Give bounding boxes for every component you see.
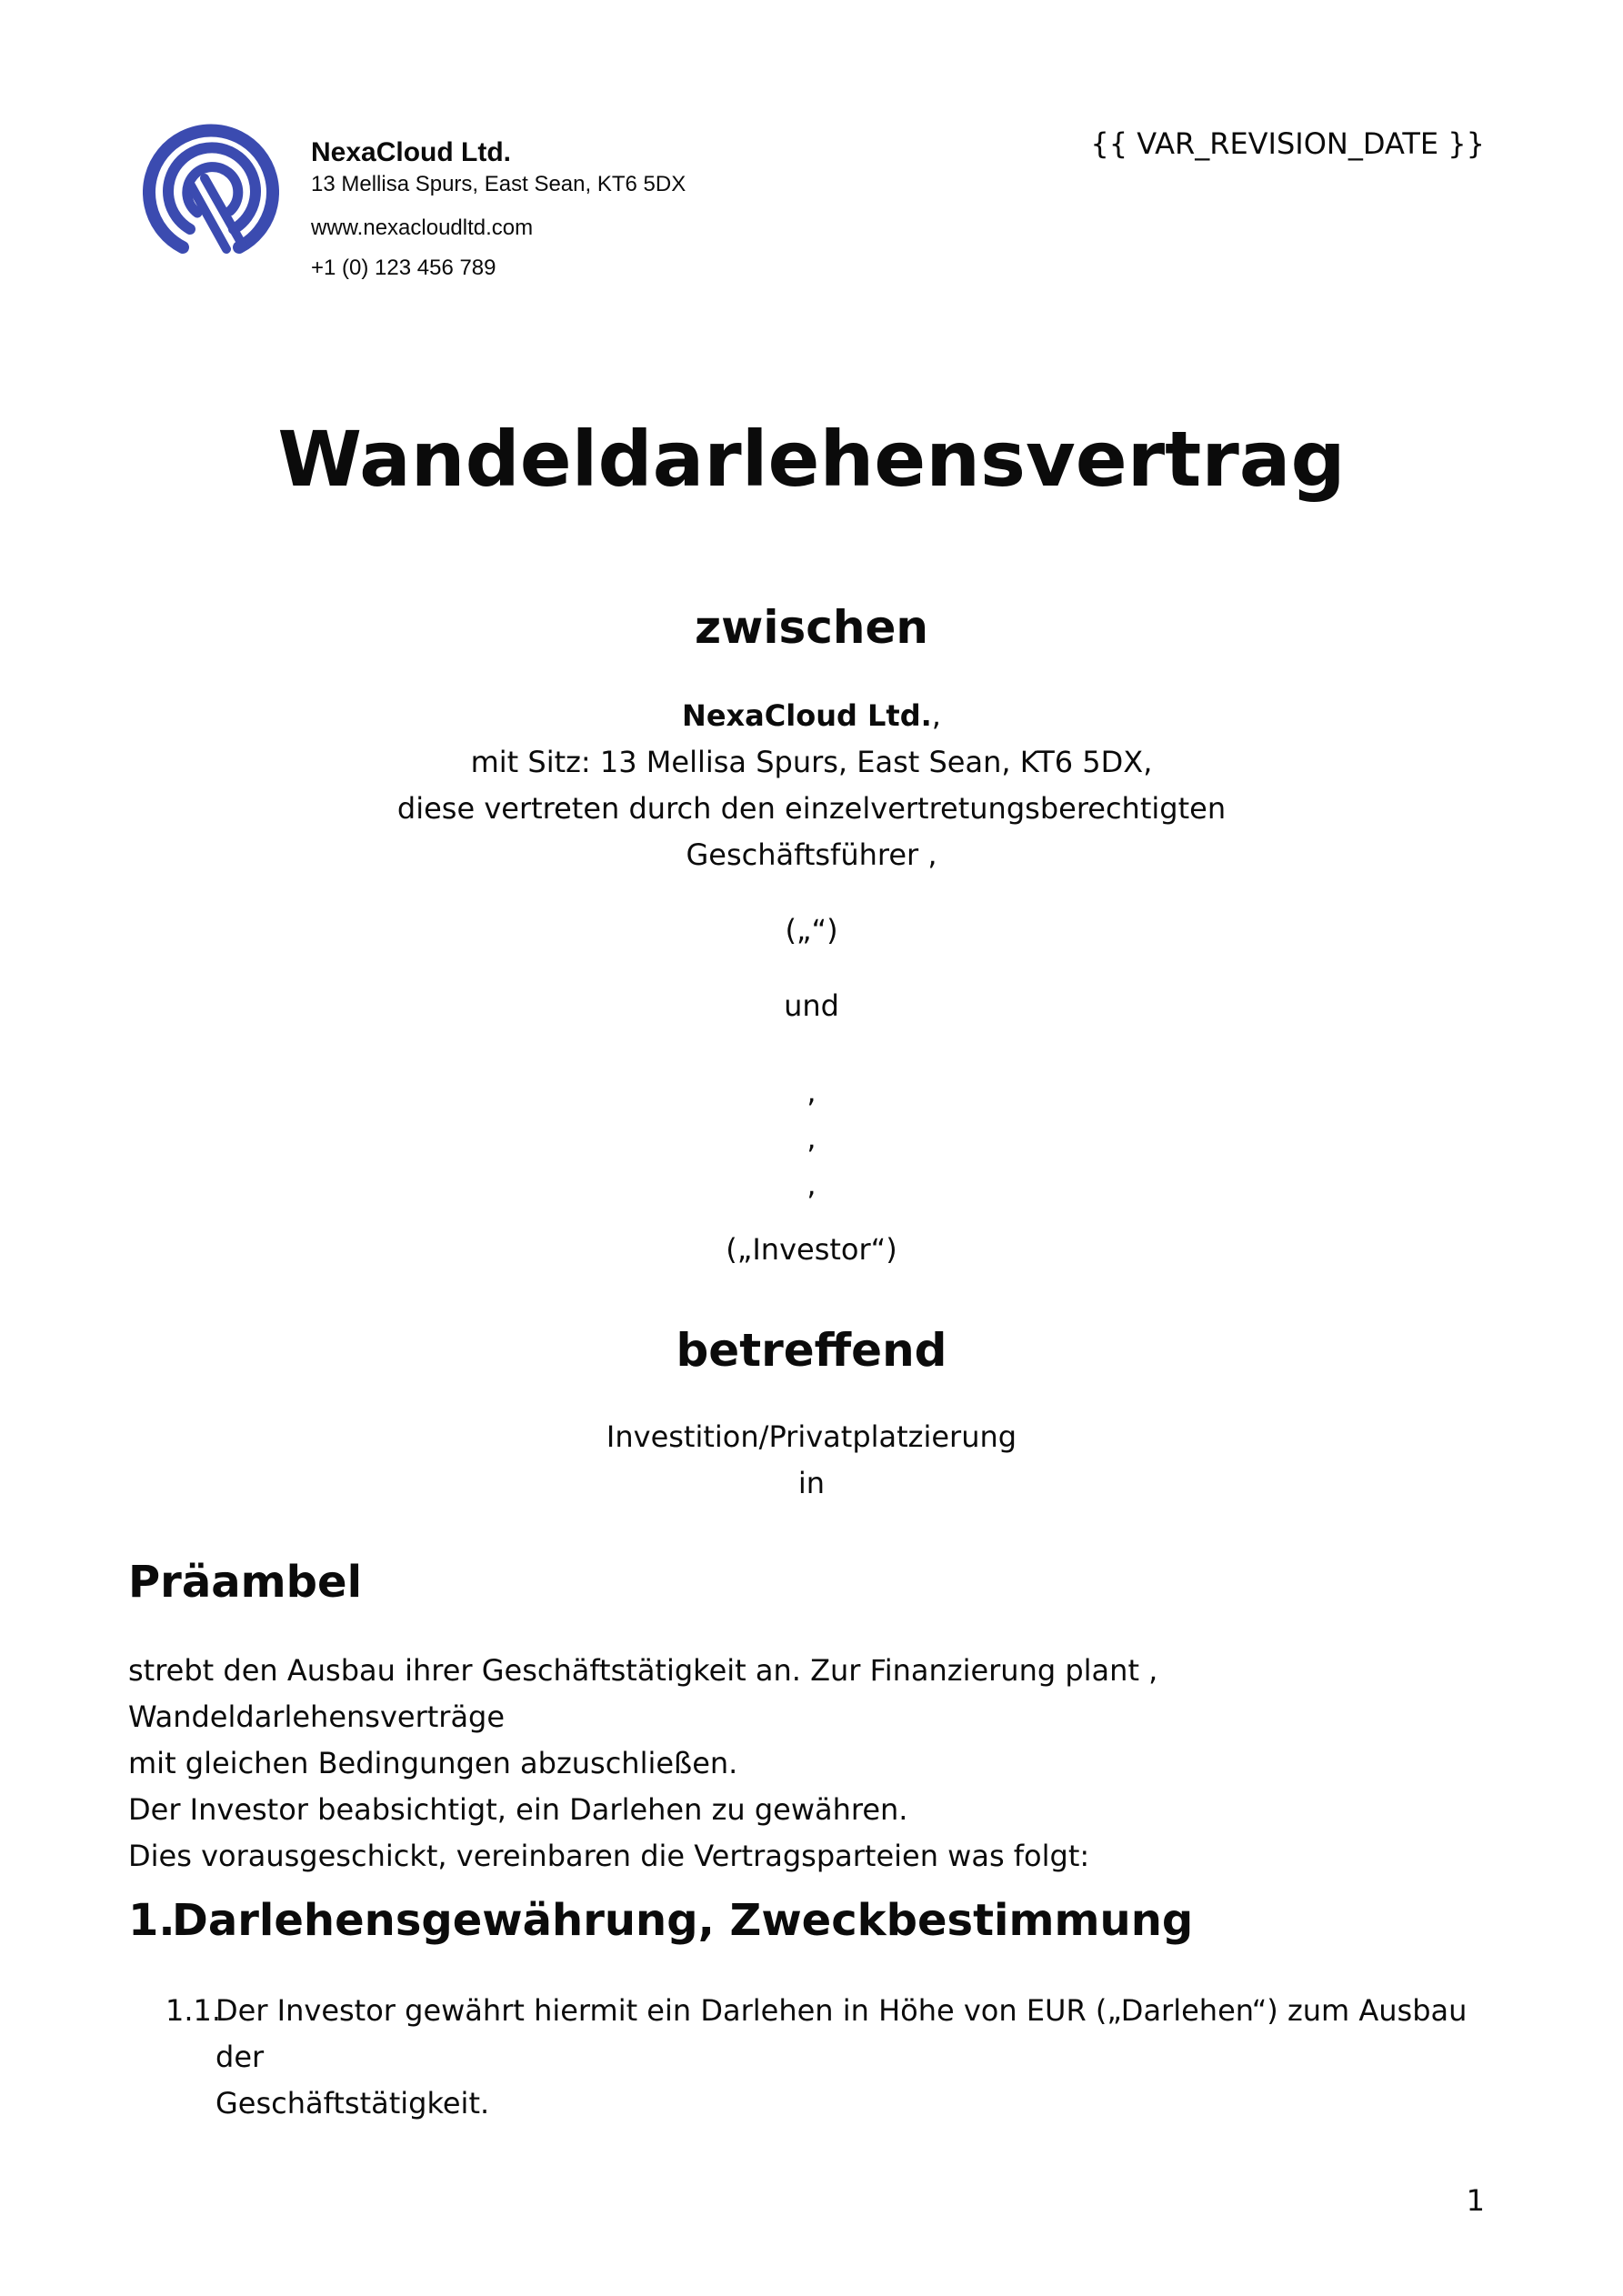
company-info <box>311 136 686 282</box>
company-website: www.nexacloudltd.com <box>311 216 534 240</box>
company-phone: +1 (0) 123 456 789 <box>311 256 496 280</box>
concerning-line1: Investition/Privatplatzierung <box>606 1419 1017 1454</box>
and-label: und <box>784 988 839 1023</box>
preamble-heading: Präambel <box>128 1557 363 1608</box>
preamble-line: strebt den Ausbau ihrer Geschäftstätigkeit an. Zur Finanzierung plant , Wandeldarlehensverträge <box>128 1653 1158 1734</box>
item-text <box>215 1988 1493 2127</box>
item-number: 1.1. <box>165 1993 222 2028</box>
concerning-line2: in <box>797 1466 826 1500</box>
section-1-title: Darlehensgewährung, Zweckbestimmung <box>172 1895 1194 1946</box>
party1-name: NexaCloud Ltd. <box>682 698 932 733</box>
party1-short-name: („“) <box>785 913 838 947</box>
preamble-line: mit gleichen Bedingungen abzuschließen. <box>128 1746 738 1780</box>
party2-line: , <box>806 1075 817 1109</box>
party2-line: , <box>806 1121 817 1156</box>
party1-represented-line2: Geschäftsführer , <box>686 837 937 872</box>
section-1-heading <box>128 1893 1492 1948</box>
item-line: Der Investor gewährt hiermit ein Darlehen in Höhe von EUR („Darlehen“) zum Ausbau der <box>215 1993 1468 2074</box>
party1-seat: mit Sitz: 13 Mellisa Spurs, East Sean, KT6 5DX, <box>470 745 1153 779</box>
section-1-number: 1. <box>128 1895 175 1946</box>
concerning-heading: betreffend <box>676 1324 947 1377</box>
party1-name-line <box>0 693 1623 739</box>
company-address: 13 Mellisa Spurs, East Sean, KT6 5DX <box>311 172 686 196</box>
investor-label: („Investor“) <box>726 1232 897 1267</box>
page-number: 1 <box>1466 2183 1485 2218</box>
item-line: Geschäftstätigkeit. <box>215 2086 490 2121</box>
party1-represented-line1: diese vertreten durch den einzelvertretungsberechtigten <box>396 791 1227 826</box>
between-heading: zwischen <box>695 601 928 654</box>
company-name: NexaCloud Ltd. <box>311 137 512 167</box>
preamble-line: Dies vorausgeschickt, vereinbaren die Vertragsparteien was folgt: <box>128 1839 1090 1873</box>
company-logo-icon <box>143 113 279 258</box>
section-1-item-1 <box>165 1988 1493 2127</box>
revision-date: {{ VAR_REVISION_DATE }} <box>1090 126 1485 161</box>
preamble-text <box>128 1648 1492 1880</box>
document-title: Wandeldarlehensvertrag <box>277 415 1346 504</box>
preamble-line: Der Investor beabsichtigt, ein Darlehen zu gewähren. <box>128 1792 908 1827</box>
party1-name-suffix: , <box>931 698 941 733</box>
party2-line: , <box>806 1168 817 1202</box>
